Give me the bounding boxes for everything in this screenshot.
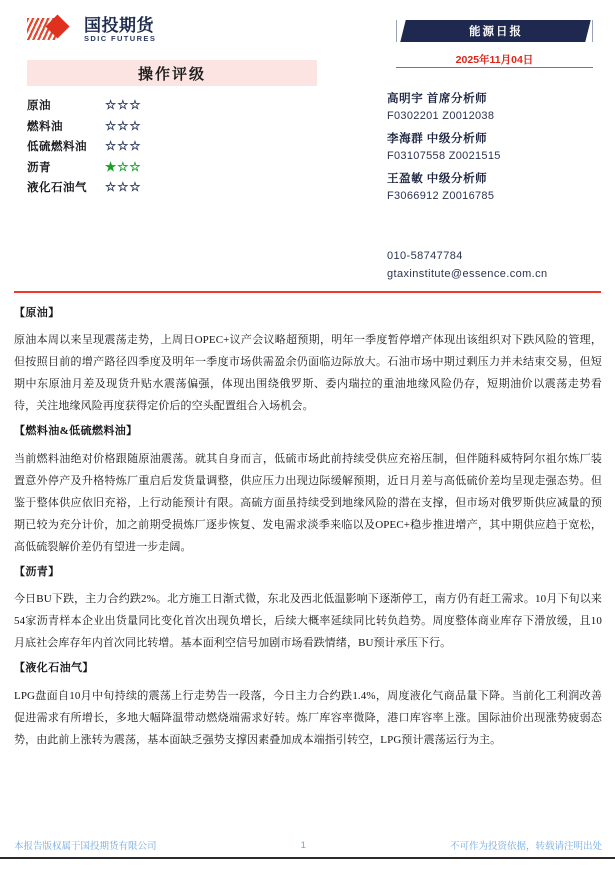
analyst-license: F3066912 Z0016785 xyxy=(387,190,495,202)
contact-phone: 010-58747784 xyxy=(387,250,463,262)
rating-stars: ☆☆☆ xyxy=(105,98,142,112)
company-name-en: SDIC FUTURES xyxy=(84,34,157,43)
rating-row xyxy=(27,177,327,198)
rating-item-name: 沥青 xyxy=(27,161,51,174)
analyst-name: 李海群 中级分析师 xyxy=(387,133,488,145)
section-body: 当前燃料油绝对价格跟随原油震荡。就其自身而言，低硫市场此前持续受供应充裕压制，但伴随科威特阿尔祖尔炼厂装置意外停产及升格特炼厂重启后发货量调整，供应压力出现边际缓解预期，近日月差与高低硫价差均呈现走强态势。但鉴于整体供应依旧充裕，上行动能预计有限。高硫方面虽持续受到地缘风险的潜在支撑，但市场对俄罗斯供应减量的预期已较为充分计价，加之前期受损炼厂逐步恢复、发电需求淡季来临以及OPEC+稳步推进增产，其中期供应趋于宽松，高低硫裂解价差仍有望进一步走阔。 xyxy=(14,452,602,553)
footer-page-number: 1 xyxy=(300,839,306,851)
rating-row xyxy=(27,116,327,137)
logo-text xyxy=(84,16,156,43)
rating-stars: ☆☆☆ xyxy=(105,118,142,133)
header-divider xyxy=(14,291,601,293)
section-lpg xyxy=(14,661,602,750)
rating-stars: ☆☆☆ xyxy=(105,139,142,153)
analyst-license: F0302201 Z0012038 xyxy=(387,110,495,122)
analyst-name: 王盈敏 中级分析师 xyxy=(387,173,488,185)
company-logo xyxy=(27,16,156,43)
footer-divider xyxy=(0,857,615,859)
analyst-license: F03107558 Z0021515 xyxy=(387,150,501,162)
rating-list xyxy=(27,95,327,198)
date-underline xyxy=(396,67,593,68)
page-footer xyxy=(14,838,602,852)
contact-email[interactable]: gtaxinstitute@essence.com.cn xyxy=(387,268,548,280)
company-name-cn: 国投期货 xyxy=(84,16,154,35)
section-bitumen xyxy=(14,565,602,654)
section-fuel-oil xyxy=(14,424,602,557)
report-date: 2025年11月04日 xyxy=(455,54,534,66)
footer-disclaimer: 不可作为投资依据，转载请注明出处 xyxy=(449,841,602,852)
banner-right-tick xyxy=(592,20,593,42)
rating-item-name: 燃料油 xyxy=(27,120,63,133)
banner-left-tick xyxy=(396,20,397,42)
analyst-name: 高明宇 首席分析师 xyxy=(387,93,488,105)
section-heading: 【原油】 xyxy=(14,307,60,319)
rating-stars: ★☆☆ xyxy=(105,159,142,174)
rating-title: 操作评级 xyxy=(27,60,317,86)
report-content xyxy=(14,306,602,758)
section-body: 原油本周以来呈现震荡走势，上周日OPEC+议产会议略超预期，明年一季度暂停增产体现出该组织对下跌风险的管理，但按照目前的增产路径四季度及明年一季度市场供需盈余仍面临边际放大。石油市场中期过剩压力并未结束交易，但短期中东原油月差及现货升贴水震荡偏强，体现出围绕俄罗斯、委内瑞拉的重油地缘风险仍存，短期油价以震荡走势看待，关注地缘风险再度获得定价后的空头配置组合入场机会。 xyxy=(14,334,602,413)
section-heading: 【液化石油气】 xyxy=(14,662,94,675)
footer-copyright: 本报告版权属于国投期货有限公司 xyxy=(14,841,157,852)
rating-row xyxy=(27,136,327,157)
contact-block xyxy=(387,250,602,286)
section-body: 今日BU下跌，主力合约跌2%。北方施工日渐式微，东北及西北低温影响下逐渐停工，南方仍有赶工需求。10月下旬以来54家沥青样本企业出货量同比变化首次出现负增长，后续大概率延续同比转负趋势。周度整体商业库存下滑放缓，且10月底社会库存年内首次同比转增。基本面利空信号加剧市场看跌情绪，BU预计承压下行。 xyxy=(14,593,602,650)
rating-item-name: 原油 xyxy=(27,100,51,113)
section-crude-oil xyxy=(14,306,602,417)
section-heading: 【沥青】 xyxy=(14,565,60,578)
rating-item-name: 液化石油气 xyxy=(27,182,87,195)
rating-stars: ☆☆☆ xyxy=(105,180,142,194)
report-type-banner xyxy=(400,20,590,42)
logo-mark-icon xyxy=(27,16,79,42)
rating-row xyxy=(27,157,327,178)
rating-item-name: 低硫燃料油 xyxy=(27,141,87,154)
section-body: LPG盘面自10月中旬持续的震荡上行走势告一段落，今日主力合约跌1.4%，周度液化气商品量下降。当前化工利润改善促进需求有所增长，多地大幅降温带动燃烧端需求好转。炼厂库容率微降，港口库容率上涨。国际油价出现涨势疲弱态势，由此前上涨转为震荡，基本面缺乏强势支撑因素叠加成本端指引转空，LPG预计震荡运行为主。 xyxy=(14,689,602,746)
analyst-list xyxy=(387,90,597,210)
section-heading: 【燃料油&低硫燃料油】 xyxy=(14,425,138,438)
report-header xyxy=(0,0,615,290)
rating-row xyxy=(27,95,327,116)
report-type-label: 能源日报 xyxy=(468,26,523,38)
